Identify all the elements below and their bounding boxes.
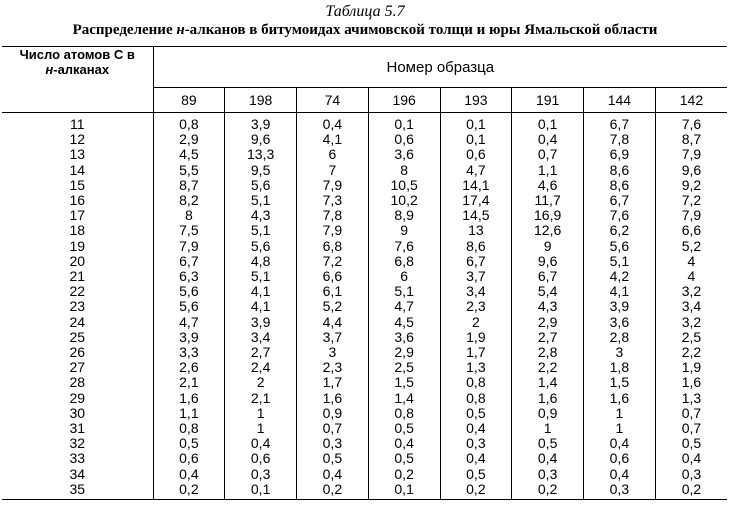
value-cell: 1,6 — [153, 391, 225, 406]
value-cell: 0,7 — [512, 147, 584, 162]
value-cell: 1,6 — [297, 391, 369, 406]
table-row — [2, 239, 727, 254]
atom-count-cell: 35 — [2, 482, 153, 500]
atom-count-cell: 20 — [2, 254, 153, 269]
value-cell: 0,4 — [584, 467, 656, 482]
value-cell: 1,9 — [440, 330, 512, 345]
value-cell: 0,1 — [368, 482, 440, 500]
value-cell: 3,2 — [681, 283, 702, 300]
value-cell: 0,5 — [681, 435, 702, 452]
value-cell: 4,1 — [584, 284, 656, 299]
table-row — [2, 147, 727, 162]
value-cell: 4,7 — [440, 163, 512, 178]
value-cell: 0,4 — [297, 113, 369, 133]
value-cell: 0,4 — [153, 467, 225, 482]
value-cell: 8,9 — [368, 208, 440, 223]
value-cell: 5,1 — [584, 254, 656, 269]
value-cell: 7,2 — [681, 192, 702, 209]
value-cell: 0,9 — [297, 406, 369, 421]
table-row — [2, 345, 727, 360]
value-cell: 3,7 — [440, 269, 512, 284]
value-cell: 0,4 — [681, 450, 702, 467]
value-cell: 3,4 — [681, 298, 702, 315]
value-cell: 0,4 — [440, 421, 512, 436]
value-cell: 13,3 — [225, 147, 297, 162]
value-cell: 0,4 — [297, 467, 369, 482]
value-cell: 10,2 — [368, 193, 440, 208]
value-cell: 4 — [687, 252, 696, 269]
value-cell: 0,6 — [225, 451, 297, 466]
value-cell: 0,6 — [440, 147, 512, 162]
table-row — [2, 315, 727, 330]
table-row — [2, 467, 727, 482]
table-row — [2, 482, 727, 500]
value-cell: 1 — [512, 421, 584, 436]
value-cell: 6,7 — [584, 113, 656, 133]
value-cell: 2,5 — [368, 360, 440, 375]
value-cell: 0,1 — [440, 132, 512, 147]
value-cell: 0,1 — [368, 113, 440, 133]
value-cell: 5,1 — [225, 193, 297, 208]
atom-count-cell: 30 — [2, 406, 153, 421]
atom-count-cell: 32 — [2, 436, 153, 451]
atom-count-cell: 31 — [2, 421, 153, 436]
atom-count-cell: 16 — [2, 193, 153, 208]
value-cell: 0,4 — [512, 451, 584, 466]
value-cell: 1,7 — [440, 345, 512, 360]
value-cell: 0,4 — [368, 436, 440, 451]
value-cell: 0,6 — [368, 132, 440, 147]
value-cell: 5,1 — [225, 223, 297, 238]
value-cell: 7,9 — [153, 239, 225, 254]
value-cell: 7 — [297, 163, 369, 178]
value-cell: 14,5 — [440, 208, 512, 223]
value-cell: 5,6 — [584, 239, 656, 254]
value-cell: 5,6 — [225, 239, 297, 254]
value-cell: 7,6 — [681, 116, 702, 132]
value-cell: 0,1 — [225, 482, 297, 500]
value-cell: 4,3 — [512, 299, 584, 314]
value-cell: 1,4 — [368, 391, 440, 406]
value-cell: 6,1 — [297, 284, 369, 299]
value-cell: 5,2 — [681, 237, 702, 254]
value-cell: 0,3 — [225, 467, 297, 482]
value-cell: 9,6 — [225, 132, 297, 147]
value-cell: 0,3 — [681, 465, 702, 482]
atom-count-cell: 27 — [2, 360, 153, 375]
value-cell: 0,2 — [440, 482, 512, 500]
value-cell: 1,3 — [440, 360, 512, 375]
value-cell: 1 — [584, 421, 656, 436]
value-cell: 1,5 — [584, 375, 656, 390]
value-cell: 4,5 — [153, 147, 225, 162]
value-cell: 0,3 — [440, 436, 512, 451]
value-cell: 7,8 — [297, 208, 369, 223]
value-cell: 6,8 — [368, 254, 440, 269]
value-cell: 2,7 — [512, 330, 584, 345]
value-cell: 0,2 — [512, 482, 584, 500]
value-cell: 1,9 — [681, 359, 702, 376]
table-row — [2, 436, 727, 451]
table-row — [2, 421, 727, 436]
atom-count-cell: 23 — [2, 299, 153, 314]
value-cell: 2,9 — [368, 345, 440, 360]
value-cell: 1 — [584, 406, 656, 421]
value-cell: 0,4 — [440, 451, 512, 466]
table-row — [2, 132, 727, 147]
table-title — [0, 21, 730, 39]
value-cell: 4,2 — [584, 269, 656, 284]
atom-count-cell: 21 — [2, 269, 153, 284]
value-cell: 7,6 — [584, 208, 656, 223]
table-row — [2, 299, 727, 314]
table-row — [2, 269, 727, 284]
value-cell: 2,5 — [681, 328, 702, 345]
value-cell: 6,9 — [584, 147, 656, 162]
value-cell: 0,6 — [153, 451, 225, 466]
value-cell: 6,3 — [153, 269, 225, 284]
table-title-italic: н — [176, 22, 185, 38]
value-cell: 3,4 — [225, 330, 297, 345]
value-cell: 3 — [297, 345, 369, 360]
value-cell: 16,9 — [512, 208, 584, 223]
value-cell: 1,6 — [681, 374, 702, 391]
value-cell: 6,2 — [584, 223, 656, 238]
value-cell: 0,8 — [368, 406, 440, 421]
value-cell: 0,4 — [225, 436, 297, 451]
value-cell: 2,3 — [297, 360, 369, 375]
value-cell: 7,9 — [681, 207, 702, 224]
atom-count-cell: 24 — [2, 315, 153, 330]
value-cell: 12,6 — [512, 223, 584, 238]
value-cell: 8 — [153, 208, 225, 223]
table-row — [2, 391, 727, 406]
value-cell: 6,6 — [297, 269, 369, 284]
value-cell: 7,3 — [297, 193, 369, 208]
table-row — [2, 284, 727, 299]
atoms-header-italic: н — [45, 62, 54, 77]
value-cell: 3,6 — [584, 315, 656, 330]
value-cell: 1,1 — [512, 163, 584, 178]
value-cell: 4,6 — [512, 178, 584, 193]
alkane-distribution-table — [2, 46, 727, 500]
atoms-header-line2: -алканах — [53, 62, 110, 77]
atom-count-cell: 15 — [2, 178, 153, 193]
value-cell: 3,6 — [368, 147, 440, 162]
value-cell: 1,5 — [368, 375, 440, 390]
value-cell: 2,3 — [440, 299, 512, 314]
value-cell: 7,9 — [681, 146, 702, 163]
atoms-header-line1: Число атомов С в — [19, 47, 135, 62]
value-cell: 0,9 — [512, 406, 584, 421]
value-cell: 4,4 — [297, 315, 369, 330]
value-cell: 10,5 — [368, 178, 440, 193]
value-cell: 0,3 — [512, 467, 584, 482]
value-cell: 7,8 — [584, 132, 656, 147]
value-cell: 2,7 — [225, 345, 297, 360]
value-cell: 7,9 — [297, 223, 369, 238]
atom-count-cell: 11 — [2, 113, 153, 133]
value-cell: 3,9 — [225, 315, 297, 330]
atom-count-cell: 33 — [2, 451, 153, 466]
value-cell: 3,2 — [681, 313, 702, 330]
atom-count-cell: 29 — [2, 391, 153, 406]
value-cell: 6,7 — [153, 254, 225, 269]
table-row — [2, 208, 727, 223]
value-cell: 0,5 — [440, 467, 512, 482]
value-cell: 6,7 — [440, 254, 512, 269]
value-cell: 1,4 — [512, 375, 584, 390]
sample-header-191: 191 — [512, 88, 584, 113]
value-cell: 3 — [584, 345, 656, 360]
value-cell: 2 — [440, 315, 512, 330]
value-cell: 8,2 — [153, 193, 225, 208]
table-row — [2, 193, 727, 208]
value-cell: 0,5 — [297, 451, 369, 466]
value-cell: 0,4 — [584, 436, 656, 451]
value-cell: 1 — [225, 421, 297, 436]
value-cell: 0,3 — [584, 482, 656, 500]
atom-count-cell: 26 — [2, 345, 153, 360]
value-cell: 3,4 — [440, 284, 512, 299]
table-title-end: -алканов в битумоидах ачимовской толщи и юры Ямальской области — [184, 22, 658, 38]
value-cell: 5,2 — [297, 299, 369, 314]
value-cell: 3,3 — [153, 345, 225, 360]
value-cell: 7,5 — [153, 223, 225, 238]
table-row — [2, 451, 727, 466]
value-cell: 0,8 — [153, 113, 225, 133]
value-cell: 0,4 — [512, 132, 584, 147]
sample-header-196: 196 — [368, 88, 440, 113]
value-cell: 8,6 — [584, 178, 656, 193]
value-cell: 2,1 — [225, 391, 297, 406]
value-cell: 0,8 — [440, 391, 512, 406]
value-cell: 5,5 — [153, 163, 225, 178]
value-cell: 3,6 — [368, 330, 440, 345]
value-cell: 8,6 — [584, 163, 656, 178]
value-cell: 6 — [297, 147, 369, 162]
table-row — [2, 330, 727, 345]
table-row — [2, 113, 727, 133]
value-cell: 9,6 — [681, 161, 702, 178]
sample-header-193: 193 — [440, 88, 512, 113]
value-cell: 2,8 — [512, 345, 584, 360]
value-cell: 0,5 — [368, 421, 440, 436]
value-cell: 7,2 — [297, 254, 369, 269]
value-cell: 6,6 — [681, 222, 702, 239]
atom-count-cell: 34 — [2, 467, 153, 482]
value-cell: 1,1 — [153, 406, 225, 421]
value-cell: 5,1 — [225, 269, 297, 284]
value-cell: 2,2 — [512, 360, 584, 375]
atom-count-cell: 14 — [2, 163, 153, 178]
table-body — [2, 113, 727, 500]
value-cell: 0,2 — [368, 467, 440, 482]
value-cell: 11,7 — [512, 193, 584, 208]
sample-group-header: Номер образца — [153, 47, 727, 88]
value-cell: 0,5 — [440, 406, 512, 421]
table-row — [2, 254, 727, 269]
value-cell: 8,6 — [440, 239, 512, 254]
value-cell: 1,6 — [584, 391, 656, 406]
value-cell: 13 — [440, 223, 512, 238]
value-cell: 0,5 — [368, 451, 440, 466]
table-row — [2, 375, 727, 390]
value-cell: 1,8 — [584, 360, 656, 375]
value-cell: 6,8 — [297, 239, 369, 254]
value-cell: 6,7 — [512, 269, 584, 284]
value-cell: 14,1 — [440, 178, 512, 193]
value-cell: 5,6 — [153, 284, 225, 299]
value-cell: 8,7 — [153, 178, 225, 193]
value-cell: 17,4 — [440, 193, 512, 208]
value-cell: 3,9 — [584, 299, 656, 314]
value-cell: 1 — [225, 406, 297, 421]
atoms-column-header — [2, 47, 153, 113]
value-cell: 9,2 — [681, 176, 702, 193]
value-cell: 2 — [225, 375, 297, 390]
value-cell: 6,7 — [584, 193, 656, 208]
value-cell: 9 — [368, 223, 440, 238]
value-cell: 0,5 — [512, 436, 584, 451]
atom-count-cell: 13 — [2, 147, 153, 162]
value-cell: 3,7 — [297, 330, 369, 345]
table-row — [2, 178, 727, 193]
atom-count-cell: 19 — [2, 239, 153, 254]
value-cell: 9 — [512, 239, 584, 254]
table-title-start: Распределение — [72, 22, 177, 38]
value-cell: 9,5 — [225, 163, 297, 178]
table-row — [2, 406, 727, 421]
value-cell: 4,1 — [297, 132, 369, 147]
value-cell: 0,7 — [681, 420, 702, 437]
value-cell: 0,8 — [440, 375, 512, 390]
value-cell: 4,7 — [153, 315, 225, 330]
value-cell: 0,6 — [584, 451, 656, 466]
atom-count-cell: 25 — [2, 330, 153, 345]
value-cell: 0,2 — [297, 482, 369, 500]
value-cell: 8,7 — [681, 131, 702, 148]
value-cell: 4,5 — [368, 315, 440, 330]
atom-count-cell: 17 — [2, 208, 153, 223]
value-cell: 2,9 — [512, 315, 584, 330]
value-cell: 4,1 — [225, 299, 297, 314]
value-cell: 4,3 — [225, 208, 297, 223]
value-cell: 1,6 — [512, 391, 584, 406]
value-cell: 3,9 — [153, 330, 225, 345]
value-cell: 0,2 — [153, 482, 225, 500]
value-cell: 2,4 — [225, 360, 297, 375]
value-cell: 0,2 — [655, 482, 727, 500]
value-cell: 5,6 — [225, 178, 297, 193]
value-cell: 4,8 — [225, 254, 297, 269]
sample-header-74: 74 — [297, 88, 369, 113]
value-cell: 3,9 — [225, 113, 297, 133]
value-cell: 1,7 — [297, 375, 369, 390]
value-cell: 5,1 — [368, 284, 440, 299]
value-cell: 0,5 — [153, 436, 225, 451]
value-cell: 2,9 — [153, 132, 225, 147]
table-number: Таблица 5.7 — [325, 3, 405, 20]
value-cell: 4,7 — [368, 299, 440, 314]
value-cell: 2,6 — [153, 360, 225, 375]
value-cell: 6 — [368, 269, 440, 284]
value-cell: 0,8 — [153, 421, 225, 436]
value-cell: 0,1 — [440, 113, 512, 133]
value-cell: 4,1 — [225, 284, 297, 299]
sample-header-89: 89 — [153, 88, 225, 113]
value-cell: 2,2 — [681, 344, 702, 361]
value-cell: 0,7 — [681, 404, 702, 421]
atom-count-cell: 22 — [2, 284, 153, 299]
value-cell: 1,3 — [681, 389, 702, 406]
atom-count-cell: 12 — [2, 132, 153, 147]
value-cell: 0,7 — [297, 421, 369, 436]
value-cell: 9,6 — [512, 254, 584, 269]
sample-header-198: 198 — [225, 88, 297, 113]
value-cell: 7,9 — [297, 178, 369, 193]
atom-count-cell: 18 — [2, 223, 153, 238]
value-cell: 4 — [687, 268, 696, 285]
value-cell: 2,1 — [153, 375, 225, 390]
value-cell: 5,6 — [153, 299, 225, 314]
value-cell: 2,8 — [584, 330, 656, 345]
value-cell: 8 — [368, 163, 440, 178]
sample-header-144: 144 — [584, 88, 656, 113]
value-cell: 5,4 — [512, 284, 584, 299]
value-cell: 7,6 — [368, 239, 440, 254]
value-cell: 0,3 — [297, 436, 369, 451]
table-row — [2, 360, 727, 375]
value-cell: 0,1 — [512, 113, 584, 133]
table-row — [2, 223, 727, 238]
sample-header-142: 142 — [655, 88, 727, 113]
table-row — [2, 163, 727, 178]
atom-count-cell: 28 — [2, 375, 153, 390]
